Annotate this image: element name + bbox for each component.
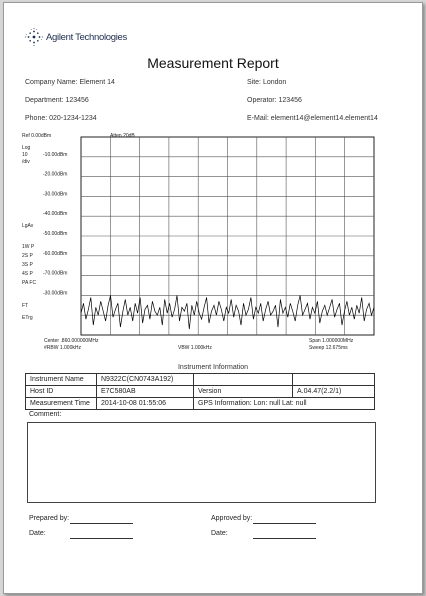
spectrum-chart-svg — [18, 130, 388, 360]
approved-by-line[interactable] — [253, 523, 316, 524]
phone: Phone: 020-1234-1234 — [25, 115, 97, 122]
table-row — [26, 398, 375, 410]
y-tick-label: -30.00dBm — [43, 290, 68, 297]
instrument-caption: Instrument Information — [177, 364, 249, 371]
instrument-table — [25, 373, 375, 410]
comment-label: Comment: — [29, 411, 62, 418]
prepared-by-line[interactable] — [70, 523, 133, 524]
left-indicator-label: PA FC — [22, 280, 37, 286]
table-cell: Host ID — [26, 386, 97, 398]
department: Department: 123456 — [25, 97, 89, 104]
operator: Operator: 123456 — [247, 97, 302, 104]
left-indicator-label: /div — [22, 159, 30, 165]
y-tick-label: -10.00dBm — [43, 151, 68, 158]
report-title: Measurement Report — [147, 55, 279, 71]
comment-box[interactable] — [27, 422, 376, 503]
spectrum-chart — [18, 130, 388, 360]
ref-level-label: Ref 0.00dBm — [22, 133, 52, 139]
y-tick-label: -60.00dBm — [43, 250, 68, 257]
table-cell: N9322C(CN0743A192) — [97, 374, 194, 386]
left-indicator-label: 4S P — [22, 271, 33, 277]
table-cell: GPS Information: Lon: null Lat: null — [194, 398, 375, 410]
approved-by-label: Approved by: — [211, 515, 253, 522]
agilent-spark-icon — [24, 27, 44, 47]
date-line-1[interactable] — [70, 538, 133, 539]
table-row — [26, 386, 375, 398]
table-row — [26, 374, 375, 386]
company-name: Company Name: Element 14 — [25, 79, 115, 86]
table-cell: E7C580AB — [97, 386, 194, 398]
date-label-1: Date: — [29, 530, 46, 537]
table-cell: 2014-10-08 01:55:06 — [97, 398, 194, 410]
vbw-label: VBW 1.000kHz — [178, 345, 212, 351]
sweep-label: Sweep 12.675ms — [309, 345, 348, 351]
left-indicator-label: LgAv — [22, 223, 34, 229]
left-indicator-label: 1W P — [22, 244, 35, 250]
left-indicator-label: Log — [22, 145, 31, 151]
left-indicator-label: ETrg — [22, 315, 33, 321]
y-tick-label: -20.00dBm — [43, 171, 68, 178]
y-tick-label: -70.00dBm — [43, 270, 68, 277]
left-indicator-label: 3S P — [22, 262, 33, 268]
rbw-label: #RBW 1.000kHz — [44, 345, 81, 351]
atten-label: Atten 20dB — [110, 133, 135, 139]
span-label: Span 1.000000MHz — [309, 338, 354, 344]
table-cell: Measurement Time — [26, 398, 97, 410]
logo-text: Agilent Technologies — [46, 32, 127, 43]
table-cell — [194, 374, 293, 386]
left-indicator-label: 2S P — [22, 253, 33, 259]
y-tick-label: -40.00dBm — [43, 211, 68, 218]
left-indicator-label: FT — [22, 303, 29, 309]
table-cell: Instrument Name — [26, 374, 97, 386]
y-tick-label: -30.00dBm — [43, 191, 68, 198]
date-label-2: Date: — [211, 530, 228, 537]
report-page — [3, 2, 423, 594]
table-cell: A.04.47(2.2/1) — [293, 386, 375, 398]
left-indicator-label: 10 — [22, 152, 28, 158]
center-freq-label: Center .860.000000MHz — [44, 338, 99, 344]
agilent-logo — [24, 27, 127, 49]
y-tick-label: -50.00dBm — [43, 231, 68, 238]
date-line-2[interactable] — [253, 538, 316, 539]
table-cell: Version — [194, 386, 293, 398]
email: E-Mail: element14@element14.element14 — [247, 115, 378, 122]
prepared-by-label: Prepared by: — [29, 515, 70, 522]
table-cell — [293, 374, 375, 386]
site: Site: London — [247, 79, 287, 86]
